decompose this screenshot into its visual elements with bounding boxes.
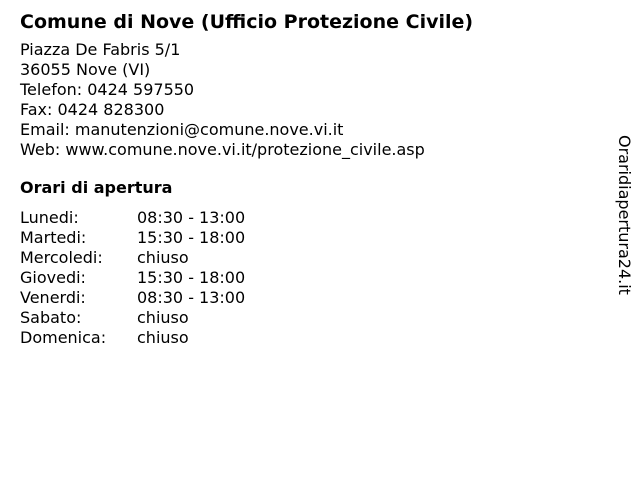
hours-row-wednesday bbox=[20, 248, 245, 268]
day-label: Venerdi: bbox=[20, 288, 86, 307]
email-address: Email: manutenzioni@comune.nove.vi.it bbox=[20, 120, 344, 139]
day-hours: chiuso bbox=[137, 248, 189, 267]
hours-row-tuesday bbox=[20, 228, 245, 248]
hours-row-thursday bbox=[20, 268, 245, 288]
day-label: Mercoledi: bbox=[20, 248, 103, 267]
day-hours: chiuso bbox=[137, 308, 189, 327]
day-hours: 15:30 - 18:00 bbox=[137, 228, 246, 247]
hours-row-saturday bbox=[20, 308, 245, 328]
day-hours: 08:30 - 13:00 bbox=[137, 208, 246, 227]
day-label: Lunedi: bbox=[20, 208, 79, 227]
office-info-card bbox=[20, 8, 600, 348]
opening-hours-table bbox=[20, 208, 245, 348]
fax-number: Fax: 0424 828300 bbox=[20, 100, 165, 119]
day-label: Martedi: bbox=[20, 228, 87, 247]
phone-number: Telefon: 0424 597550 bbox=[20, 80, 195, 99]
hours-row-friday bbox=[20, 288, 245, 308]
opening-hours-heading: Orari di apertura bbox=[20, 178, 173, 197]
hours-row-sunday bbox=[20, 328, 245, 348]
hours-row-monday bbox=[20, 208, 245, 228]
day-hours: 08:30 - 13:00 bbox=[137, 288, 246, 307]
day-hours: 15:30 - 18:00 bbox=[137, 268, 246, 287]
address-street: Piazza De Fabris 5/1 bbox=[20, 40, 181, 59]
day-label: Giovedi: bbox=[20, 268, 86, 287]
address-city: 36055 Nove (VI) bbox=[20, 60, 151, 79]
day-label: Domenica: bbox=[20, 328, 107, 347]
office-title: Comune di Nove (Ufficio Protezione Civile) bbox=[20, 11, 474, 33]
website-url: Web: www.comune.nove.vi.it/protezione_civile.asp bbox=[20, 140, 425, 159]
day-label: Sabato: bbox=[20, 308, 82, 327]
day-hours: chiuso bbox=[137, 328, 189, 347]
site-watermark: Oraridiapertura24.it bbox=[615, 135, 634, 295]
